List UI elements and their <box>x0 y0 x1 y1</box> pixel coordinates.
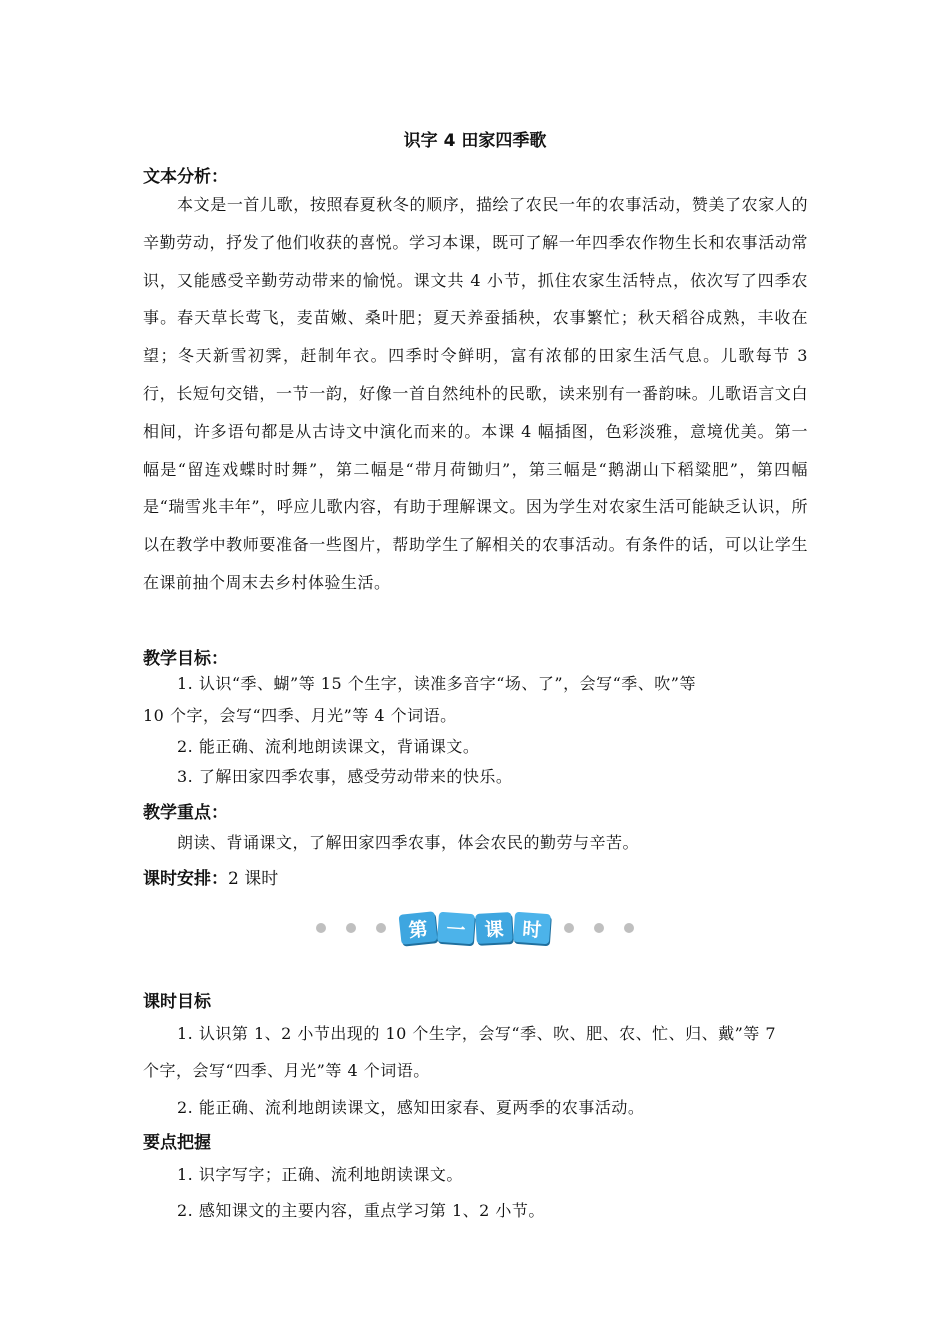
essential-2: 2. 感知课文的主要内容，重点学习第 1、2 小节。 <box>177 1201 545 1220</box>
lesson-badge <box>400 913 550 943</box>
teaching-goal-1-line-1: 1. 认识“季、蝴”等 15 个生字，读准多音字“场、了”，会写“季、吹”等 <box>177 674 696 693</box>
lesson-goal-1-line-1: 1. 认识第 1、2 小节出现的 10 个生字，会写“季、吹、肥、农、忙、归、戴”等 7 <box>177 1024 777 1043</box>
teaching-goal-2: 2. 能正确、流利地朗读课文，背诵课文。 <box>177 737 480 756</box>
divider-dots-right <box>564 923 634 933</box>
divider-dot <box>316 923 326 933</box>
lesson-goal-1-line-2: 个字，会写“四季、月光”等 4 个词语。 <box>143 1061 430 1080</box>
divider-dot <box>594 923 604 933</box>
divider-dot <box>376 923 386 933</box>
lesson-goals-heading: 课时目标 <box>143 992 211 1012</box>
key-points-heading: 教学重点： <box>143 803 228 823</box>
badge-char: 第 <box>399 911 438 945</box>
lesson-goal-2: 2. 能正确、流利地朗读课文，感知田家春、夏两季的农事活动。 <box>177 1098 645 1117</box>
key-points-body: 朗读、背诵课文，了解田家四季农事，体会农民的勤劳与辛苦。 <box>177 833 640 852</box>
essentials-heading: 要点把握 <box>143 1133 211 1153</box>
schedule-value: 2 课时 <box>228 869 279 889</box>
essential-1: 1. 识字写字；正确、流利地朗读课文。 <box>177 1165 463 1184</box>
text-analysis-heading: 文本分析： <box>143 167 228 187</box>
schedule-label: 课时安排： <box>143 869 228 889</box>
badge-char: 时 <box>513 912 551 944</box>
divider-dots-left <box>316 923 386 933</box>
badge-char: 一 <box>437 912 475 944</box>
divider-dot <box>346 923 356 933</box>
divider-dot <box>624 923 634 933</box>
page-title: 识字 4 田家四季歌 <box>403 131 547 151</box>
teaching-goal-1-line-2: 10 个字，会写“四季、月光”等 4 个词语。 <box>143 706 457 725</box>
teaching-goals-heading: 教学目标： <box>143 649 228 669</box>
lesson-divider <box>0 910 950 946</box>
divider-dot <box>564 923 574 933</box>
schedule-line <box>143 864 278 889</box>
text-analysis-body: 本文是一首儿歌，按照春夏秋冬的顺序，描绘了农民一年的农事活动，赞美了农家人的辛勤劳动，抒发了他们收获的喜悦。学习本课，既可了解一年四季农作物生长和农事活动常识，又能感受辛勤劳动带来的愉悦。课文共 4 小节，抓住农家生活特点，依次写了四季农事。春天草长莺飞，麦苗嫩、桑叶肥；夏天养蚕插秧，农事繁忙；秋天稻谷成熟，丰收在望；冬天新雪初霁，赶制年衣。四季时令鲜明，富有浓郁的田家生活气息。儿歌每节 3 行，长短句交错，一节一韵，好像一首自然纯朴的民歌，读来别有一番韵味。儿歌语言文白相间，许多语句都是从古诗文中演化而来的。本课 4 幅插图，色彩淡雅，意境优美。第一幅是“留连戏蝶时时舞”，第二幅是“带月荷锄归”，第三幅是“鹅湖山下稻粱肥”，第四幅是“瑞雪兆丰年”，呼应儿歌内容，有助于理解课文。因为学生对农家生活可能缺乏认识，所以在教学中教师要准备一些图片，帮助学生了解相关的农事活动。有条件的话，可以让学生在课前抽个周末去乡村体验生活。 <box>143 195 808 592</box>
teaching-goal-3: 3. 了解田家四季农事，感受劳动带来的快乐。 <box>177 767 513 786</box>
badge-char: 课 <box>475 912 513 944</box>
